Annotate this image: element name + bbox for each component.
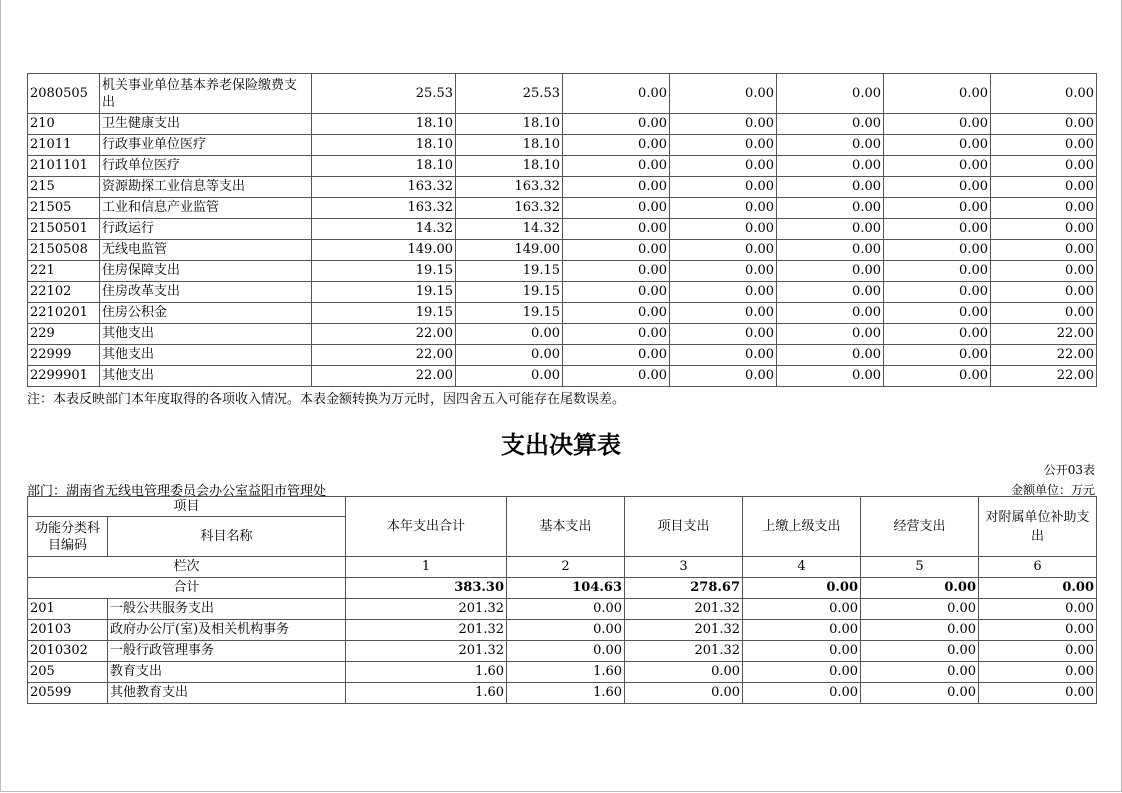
table-row	[28, 177, 1097, 198]
amount-cell: 0.00	[670, 74, 777, 114]
amount-cell: 201.32	[346, 620, 507, 641]
amount-cell: 0.00	[861, 599, 979, 620]
subject-code: 229	[28, 324, 100, 345]
amount-cell: 0.00	[507, 599, 625, 620]
amount-cell: 0.00	[563, 156, 670, 177]
amount-cell: 0.00	[670, 261, 777, 282]
subject-name: 政府办公厅(室)及相关机构事务	[108, 620, 346, 641]
subject-code: 20599	[28, 683, 108, 704]
amount-cell: 0.00	[991, 156, 1097, 177]
amount-cell: 0.00	[777, 345, 884, 366]
amount-cell: 0.00	[456, 345, 563, 366]
amount-cell: 0.00	[979, 620, 1097, 641]
income-table-body	[28, 74, 1097, 387]
amount-cell: 0.00	[991, 219, 1097, 240]
amount-cell: 0.00	[884, 219, 991, 240]
subject-code: 21011	[28, 135, 100, 156]
amount-cell: 0.00	[563, 74, 670, 114]
amount-cell: 0.00	[777, 282, 884, 303]
amount-cell: 0.00	[991, 282, 1097, 303]
amount-cell: 0.00	[670, 177, 777, 198]
total-value: 0.00	[861, 578, 979, 599]
amount-cell: 0.00	[777, 219, 884, 240]
amount-cell: 0.00	[670, 303, 777, 324]
table-row	[28, 366, 1097, 387]
amount-cell: 0.00	[861, 683, 979, 704]
amount-cell: 0.00	[743, 662, 861, 683]
amount-cell: 25.53	[456, 74, 563, 114]
amount-cell: 0.00	[991, 114, 1097, 135]
header-col-remit: 上缴上级支出	[743, 497, 861, 557]
amount-cell: 18.10	[312, 135, 456, 156]
subject-name: 卫生健康支出	[100, 114, 312, 135]
subject-name: 其他支出	[100, 324, 312, 345]
amount-cell: 18.10	[312, 114, 456, 135]
amount-cell: 0.00	[670, 324, 777, 345]
subject-name: 一般行政管理事务	[108, 641, 346, 662]
amount-cell: 18.10	[456, 114, 563, 135]
amount-cell: 0.00	[670, 114, 777, 135]
amount-cell: 0.00	[670, 366, 777, 387]
subject-name: 行政事业单位医疗	[100, 135, 312, 156]
amount-cell: 0.00	[777, 240, 884, 261]
seq-num: 5	[861, 557, 979, 578]
amount-cell: 0.00	[507, 641, 625, 662]
subject-name: 住房保障支出	[100, 261, 312, 282]
total-value: 0.00	[743, 578, 861, 599]
amount-cell: 0.00	[884, 240, 991, 261]
amount-cell: 0.00	[563, 240, 670, 261]
amount-cell: 0.00	[456, 324, 563, 345]
amount-cell: 0.00	[884, 114, 991, 135]
amount-cell: 0.00	[777, 261, 884, 282]
amount-cell: 14.32	[312, 219, 456, 240]
table-row	[28, 156, 1097, 177]
amount-cell: 19.15	[312, 303, 456, 324]
amount-cell: 0.00	[979, 641, 1097, 662]
amount-cell: 0.00	[625, 662, 743, 683]
amount-cell: 19.15	[456, 303, 563, 324]
header-col-basic: 基本支出	[507, 497, 625, 557]
subject-name: 工业和信息产业监管	[100, 198, 312, 219]
amount-cell: 19.15	[312, 261, 456, 282]
amount-cell: 0.00	[884, 135, 991, 156]
income-table-continued	[27, 73, 1097, 387]
subject-name: 住房公积金	[100, 303, 312, 324]
seq-num: 2	[507, 557, 625, 578]
seq-num: 3	[625, 557, 743, 578]
amount-cell: 0.00	[777, 135, 884, 156]
amount-cell: 19.15	[456, 282, 563, 303]
subject-code: 215	[28, 177, 100, 198]
expense-table	[27, 496, 1097, 704]
amount-cell: 22.00	[312, 366, 456, 387]
amount-unit: 金额单位：万元	[1010, 483, 1095, 497]
amount-cell: 0.00	[777, 177, 884, 198]
amount-cell: 0.00	[884, 303, 991, 324]
amount-cell: 0.00	[777, 198, 884, 219]
amount-cell: 0.00	[743, 620, 861, 641]
amount-cell: 0.00	[979, 662, 1097, 683]
header-code: 功能分类科目编码	[28, 517, 108, 557]
subject-name: 其他教育支出	[108, 683, 346, 704]
subject-name: 其他支出	[100, 366, 312, 387]
amount-cell: 0.00	[777, 114, 884, 135]
total-label: 合计	[28, 578, 346, 599]
table-row	[28, 240, 1097, 261]
amount-cell: 22.00	[991, 366, 1097, 387]
table-row	[28, 261, 1097, 282]
amount-cell: 0.00	[991, 135, 1097, 156]
amount-cell: 201.32	[346, 641, 507, 662]
amount-cell: 0.00	[884, 282, 991, 303]
subject-code: 2150508	[28, 240, 100, 261]
amount-cell: 0.00	[884, 156, 991, 177]
table-row	[28, 74, 1097, 114]
amount-cell: 0.00	[991, 198, 1097, 219]
subject-name: 无线电监管	[100, 240, 312, 261]
amount-cell: 22.00	[991, 345, 1097, 366]
table-row	[28, 282, 1097, 303]
subject-name: 资源勘探工业信息等支出	[100, 177, 312, 198]
amount-cell: 0.00	[884, 324, 991, 345]
amount-cell: 0.00	[777, 366, 884, 387]
amount-cell: 18.10	[312, 156, 456, 177]
amount-cell: 0.00	[743, 599, 861, 620]
amount-cell: 0.00	[861, 662, 979, 683]
amount-cell: 0.00	[777, 303, 884, 324]
subject-code: 201	[28, 599, 108, 620]
amount-cell: 0.00	[777, 74, 884, 114]
amount-cell: 0.00	[563, 261, 670, 282]
amount-cell: 0.00	[743, 641, 861, 662]
subject-code: 2080505	[28, 74, 100, 114]
subject-code: 2210201	[28, 303, 100, 324]
total-value: 104.63	[507, 578, 625, 599]
subject-code: 2150501	[28, 219, 100, 240]
subject-name: 机关事业单位基本养老保险缴费支出	[100, 74, 312, 114]
amount-cell: 0.00	[991, 303, 1097, 324]
amount-cell: 0.00	[670, 282, 777, 303]
amount-cell: 0.00	[861, 641, 979, 662]
amount-cell: 0.00	[507, 620, 625, 641]
amount-cell: 0.00	[670, 219, 777, 240]
amount-cell: 25.53	[312, 74, 456, 114]
subject-name: 住房改革支出	[100, 282, 312, 303]
subject-code: 2010302	[28, 641, 108, 662]
subject-code: 205	[28, 662, 108, 683]
table-row	[28, 345, 1097, 366]
form-number: 公开03表	[1043, 463, 1095, 477]
amount-cell: 0.00	[563, 345, 670, 366]
amount-cell: 163.32	[312, 198, 456, 219]
amount-cell: 163.32	[312, 177, 456, 198]
amount-cell: 0.00	[991, 261, 1097, 282]
amount-cell: 19.15	[456, 261, 563, 282]
header-seq-label: 栏次	[28, 557, 346, 578]
page-title: 支出决算表	[501, 431, 621, 459]
amount-cell: 201.32	[625, 599, 743, 620]
seq-num: 6	[979, 557, 1097, 578]
amount-cell: 18.10	[456, 135, 563, 156]
amount-cell: 0.00	[884, 345, 991, 366]
table-note: 注：本表反映部门本年度取得的各项收入情况。本表金额转换为万元时，因四舍五入可能存在尾数误差。	[27, 392, 626, 407]
department-label: 部门：湖南省无线电管理委员会办公室益阳市管理处	[27, 484, 327, 499]
amount-cell: 0.00	[670, 198, 777, 219]
amount-cell: 149.00	[456, 240, 563, 261]
header-name: 科目名称	[108, 517, 346, 557]
total-value: 0.00	[979, 578, 1097, 599]
header-col-business: 经营支出	[861, 497, 979, 557]
amount-cell: 0.00	[563, 219, 670, 240]
total-value: 383.30	[346, 578, 507, 599]
table-row	[28, 198, 1097, 219]
amount-cell: 0.00	[777, 156, 884, 177]
amount-cell: 0.00	[563, 198, 670, 219]
amount-cell: 0.00	[743, 683, 861, 704]
table-row	[28, 641, 1097, 662]
amount-cell: 0.00	[563, 303, 670, 324]
amount-cell: 1.60	[507, 662, 625, 683]
amount-cell: 0.00	[563, 366, 670, 387]
subject-code: 22102	[28, 282, 100, 303]
amount-cell: 19.15	[312, 282, 456, 303]
amount-cell: 18.10	[456, 156, 563, 177]
subject-name: 一般公共服务支出	[108, 599, 346, 620]
subject-name: 其他支出	[100, 345, 312, 366]
header-col-subsidy: 对附属单位补助支出	[979, 497, 1097, 557]
table-row	[28, 620, 1097, 641]
amount-cell: 0.00	[991, 74, 1097, 114]
amount-cell: 1.60	[507, 683, 625, 704]
amount-cell: 22.00	[312, 324, 456, 345]
table-row	[28, 683, 1097, 704]
amount-cell: 0.00	[670, 135, 777, 156]
header-col-project: 项目支出	[625, 497, 743, 557]
amount-cell: 201.32	[625, 620, 743, 641]
seq-num: 1	[346, 557, 507, 578]
amount-cell: 22.00	[312, 345, 456, 366]
amount-cell: 1.60	[346, 662, 507, 683]
amount-cell: 0.00	[884, 198, 991, 219]
amount-cell: 201.32	[625, 641, 743, 662]
table-row	[28, 324, 1097, 345]
header-col-total: 本年支出合计	[346, 497, 507, 557]
subject-code: 221	[28, 261, 100, 282]
amount-cell: 0.00	[563, 177, 670, 198]
subject-code: 210	[28, 114, 100, 135]
amount-cell: 1.60	[346, 683, 507, 704]
amount-cell: 0.00	[884, 261, 991, 282]
table-row	[28, 599, 1097, 620]
subject-name: 行政单位医疗	[100, 156, 312, 177]
amount-cell: 0.00	[563, 282, 670, 303]
amount-cell: 0.00	[777, 324, 884, 345]
amount-cell: 0.00	[991, 240, 1097, 261]
amount-cell: 0.00	[979, 599, 1097, 620]
amount-cell: 0.00	[884, 366, 991, 387]
amount-cell: 0.00	[670, 156, 777, 177]
subject-name: 教育支出	[108, 662, 346, 683]
amount-cell: 0.00	[625, 683, 743, 704]
amount-cell: 0.00	[979, 683, 1097, 704]
amount-cell: 0.00	[563, 324, 670, 345]
subject-code: 2299901	[28, 366, 100, 387]
table-row	[28, 662, 1097, 683]
expense-table-body	[28, 599, 1097, 704]
table-row	[28, 219, 1097, 240]
amount-cell: 0.00	[670, 240, 777, 261]
subject-code: 2101101	[28, 156, 100, 177]
amount-cell: 0.00	[456, 366, 563, 387]
total-value: 278.67	[625, 578, 743, 599]
table-row	[28, 303, 1097, 324]
subject-code: 20103	[28, 620, 108, 641]
amount-cell: 149.00	[312, 240, 456, 261]
subject-code: 21505	[28, 198, 100, 219]
subject-code: 22999	[28, 345, 100, 366]
subject-name: 行政运行	[100, 219, 312, 240]
amount-cell: 14.32	[456, 219, 563, 240]
amount-cell: 0.00	[563, 135, 670, 156]
amount-cell: 0.00	[563, 114, 670, 135]
amount-cell: 0.00	[884, 74, 991, 114]
amount-cell: 0.00	[861, 620, 979, 641]
header-project: 项目	[28, 497, 346, 517]
amount-cell: 22.00	[991, 324, 1097, 345]
amount-cell: 201.32	[346, 599, 507, 620]
amount-cell: 0.00	[884, 177, 991, 198]
amount-cell: 163.32	[456, 198, 563, 219]
table-row	[28, 114, 1097, 135]
amount-cell: 0.00	[991, 177, 1097, 198]
amount-cell: 163.32	[456, 177, 563, 198]
seq-num: 4	[743, 557, 861, 578]
table-row	[28, 135, 1097, 156]
amount-cell: 0.00	[670, 345, 777, 366]
